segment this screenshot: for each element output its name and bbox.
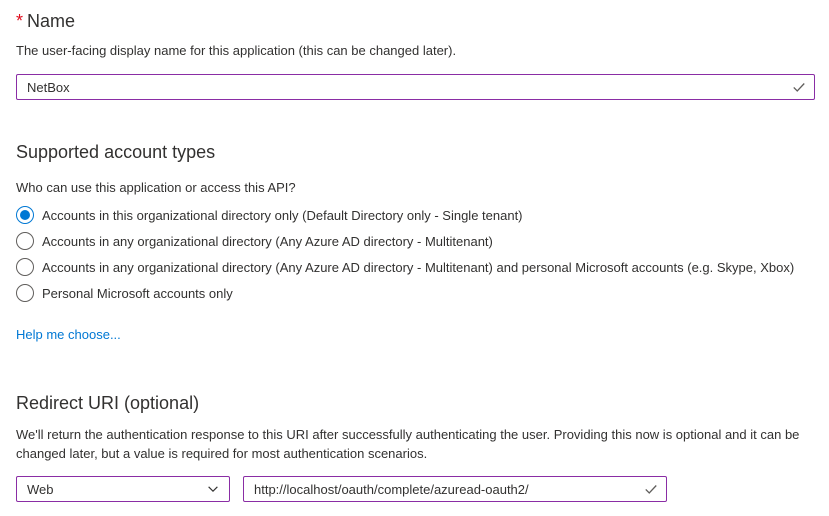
account-type-option-label: Personal Microsoft accounts only [42, 285, 233, 301]
account-type-option[interactable] [16, 202, 815, 228]
chevron-down-icon [206, 482, 220, 496]
app-name-input[interactable] [16, 74, 815, 100]
account-type-option[interactable] [16, 228, 815, 254]
account-types-radio-group [16, 202, 815, 306]
account-type-option[interactable] [16, 280, 815, 306]
radio-button-icon [16, 284, 34, 302]
account-type-option[interactable] [16, 254, 815, 280]
account-type-option-label: Accounts in this organizational directory only (Default Directory only - Single tenant) [42, 207, 523, 223]
help-me-choose-link[interactable]: Help me choose... [16, 327, 121, 342]
platform-select-value: Web [27, 481, 54, 497]
radio-button-icon [16, 206, 34, 224]
account-type-option-label: Accounts in any organizational directory (Any Azure AD directory - Multitenant) [42, 233, 493, 249]
account-types-title: Supported account types [16, 142, 216, 162]
redirect-uri-input[interactable] [243, 476, 667, 502]
uri-input-wrap [243, 476, 667, 502]
redirect-uri-title: Redirect URI (optional) [16, 393, 200, 413]
radio-button-icon [16, 258, 34, 276]
name-input-wrap [16, 74, 815, 100]
redirect-uri-row [16, 476, 815, 502]
platform-select[interactable] [16, 476, 230, 502]
radio-button-icon [16, 232, 34, 250]
name-description: The user-facing display name for this application (this can be changed later). [16, 43, 457, 58]
name-section-title [16, 11, 815, 32]
account-type-option-label: Accounts in any organizational directory (Any Azure AD directory - Multitenant) and personal Microsoft accounts (e.g. Skype, Xbox) [42, 259, 795, 275]
account-types-question: Who can use this application or access this API? [16, 180, 296, 195]
redirect-uri-description [16, 425, 815, 463]
redirect-uri-description-line1: We'll return the authentication response to this URI after successfully authenticating the user. Providing this now is optional and it can be [16, 427, 800, 442]
redirect-uri-description-line2: changed later, but a value is required for most authentication scenarios. [16, 446, 428, 461]
name-title-text: Name [27, 11, 76, 31]
app-registration-form [0, 11, 829, 516]
required-asterisk: * [16, 11, 24, 31]
